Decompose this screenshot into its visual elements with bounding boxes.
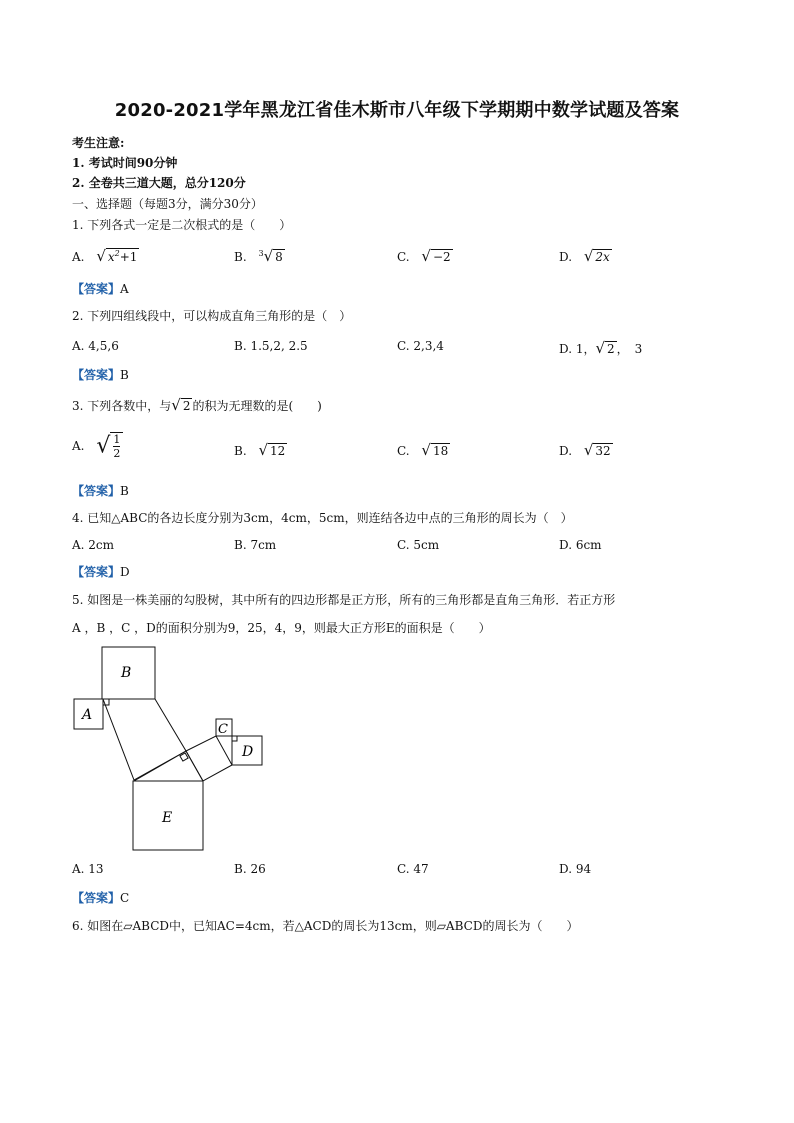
answer-tag: 【答案】 bbox=[72, 484, 121, 498]
q2-option-d-pre: D. 1， bbox=[559, 342, 596, 356]
q1-a-tail: +1 bbox=[119, 250, 138, 264]
label-c: C bbox=[218, 722, 228, 737]
q5-option-d: D. 94 bbox=[559, 862, 592, 876]
q3-stem-pre: 3. 下列各数中，与 bbox=[72, 399, 172, 413]
q4-option-d: D. 6cm bbox=[559, 538, 602, 552]
pythagoras-tree-figure bbox=[60, 635, 280, 860]
notice-item-1: 1. 考试时间90分钟 bbox=[72, 156, 178, 170]
q5-option-b: B. 26 bbox=[234, 862, 266, 876]
question-4-stem: 4. 已知△ABC的各边长度分别为3cm，4cm，5cm，则连结各边中点的三角形的周长为（ ） bbox=[72, 511, 573, 525]
q1-a-base: x bbox=[107, 250, 115, 264]
q3-option-a-label: A. bbox=[72, 438, 85, 453]
notice-heading: 考生注意: bbox=[72, 136, 125, 150]
page-title: 2020-2021学年黑龙江省佳木斯市八年级下学期期中数学试题及答案 bbox=[114, 100, 680, 121]
square-left-tilted bbox=[103, 699, 186, 780]
q1-a-exp: 2 bbox=[114, 249, 120, 258]
q5-answer bbox=[72, 889, 129, 906]
q3-d-radicand: 32 bbox=[595, 444, 611, 458]
q5-option-a: A. 13 bbox=[72, 862, 104, 876]
q3-option-c: C. √ 18 bbox=[397, 441, 449, 459]
label-e: E bbox=[162, 810, 173, 826]
q3-answer bbox=[72, 482, 129, 499]
q1-option-d-label: D. bbox=[559, 250, 573, 264]
q1-d-radicand: 2x bbox=[595, 250, 610, 264]
q2-answer bbox=[72, 366, 129, 383]
answer-tag: 【答案】 bbox=[72, 282, 121, 296]
q4-answer-value: D bbox=[120, 565, 130, 579]
section-heading: 一、选择题（每题3分，满分30分） bbox=[72, 197, 263, 211]
q2-option-c: C. 2,3,4 bbox=[397, 339, 444, 353]
q3-b-radicand: 12 bbox=[270, 444, 286, 458]
q4-option-a: A. 2cm bbox=[72, 538, 115, 552]
q3-a-denominator: 2 bbox=[113, 447, 121, 460]
square-right-tilted bbox=[186, 736, 232, 781]
q5-option-c: C. 47 bbox=[397, 862, 429, 876]
q1-b-radicand: 8 bbox=[275, 250, 283, 264]
q1-option-c-label: C. bbox=[397, 250, 410, 264]
label-b: B bbox=[121, 665, 132, 681]
q3-a-numerator: 1 bbox=[113, 433, 121, 446]
q4-answer bbox=[72, 563, 130, 580]
q3-option-b-label: B. bbox=[234, 444, 247, 458]
q2-option-d-radicand: 2 bbox=[607, 342, 615, 356]
question-3-stem: 3. 下列各数中，与√ 2 的积为无理数的是( ) bbox=[72, 396, 322, 414]
question-5-stem-line-2: A ，B ，C ，D的面积分别为9，25，4，9，则最大正方形E的面积是（ ） bbox=[72, 621, 491, 635]
q4-option-b: B. 7cm bbox=[234, 538, 277, 552]
q1-answer-value: A bbox=[120, 282, 129, 296]
q1-option-d: D. √ 2x bbox=[559, 247, 610, 265]
q1-c-radicand: −2 bbox=[432, 250, 451, 264]
q3-stem-radicand: 2 bbox=[182, 399, 191, 413]
q4-option-c: C. 5cm bbox=[397, 538, 440, 552]
q1-b-index: 3 bbox=[258, 249, 264, 258]
label-a: A bbox=[82, 707, 93, 723]
question-6-stem: 6. 如图在▱ABCD中，已知AC=4cm，若△ACD的周长为13cm，则▱ABCD的周长为（ ） bbox=[72, 919, 579, 933]
q1-option-a-label: A. bbox=[72, 250, 85, 264]
q3-option-b: B. √ 12 bbox=[234, 441, 286, 459]
q3-stem-post: 的积为无理数的是( ) bbox=[192, 399, 322, 413]
right-angle-mark-cd bbox=[232, 736, 237, 741]
q2-option-d-post: ， 3 bbox=[616, 342, 643, 356]
triangle-edge-left bbox=[134, 751, 186, 781]
question-2-stem: 2. 下列四组线段中，可以构成直角三角形的是（ ） bbox=[72, 309, 352, 323]
q3-option-c-label: C. bbox=[397, 444, 410, 458]
q2-answer-value: B bbox=[120, 368, 129, 382]
q1-answer bbox=[72, 280, 129, 297]
q2-option-a: A. 4,5,6 bbox=[72, 339, 119, 353]
question-5-stem-line-1: 5. 如图是一株美丽的勾股树，其中所有的四边形都是正方形，所有的三角形都是直角三角形．若正方形 bbox=[72, 593, 616, 607]
q3-option-d-label: D. bbox=[559, 444, 573, 458]
q1-option-a: A. √ $x^2+1$ bbox=[72, 247, 138, 265]
q1-option-b-label: B. bbox=[234, 250, 247, 264]
q3-option-a: A. √ $\frac{1}{2}$ bbox=[72, 432, 123, 460]
label-d: D bbox=[242, 744, 254, 760]
q5-answer-value: C bbox=[120, 891, 130, 905]
q1-option-c: C. √ −2 bbox=[397, 247, 451, 265]
q2-option-b: B. 1.5,2, 2.5 bbox=[234, 339, 308, 353]
answer-tag: 【答案】 bbox=[72, 565, 121, 579]
question-1-stem: 1. 下列各式一定是二次根式的是（ ） bbox=[72, 218, 292, 232]
q1-option-b: B. $^3$√ 8 bbox=[234, 247, 283, 265]
q3-answer-value: B bbox=[120, 484, 129, 498]
q3-option-d: D. √ 32 bbox=[559, 441, 611, 459]
answer-tag: 【答案】 bbox=[72, 891, 121, 905]
q3-c-radicand: 18 bbox=[432, 444, 449, 458]
answer-tag: 【答案】 bbox=[72, 368, 121, 382]
q2-option-d: D. 1，√ 2 ， 3 bbox=[559, 339, 643, 357]
triangle-edge-right bbox=[186, 751, 203, 781]
notice-item-2: 2. 全卷共三道大题，总分120分 bbox=[72, 176, 246, 190]
